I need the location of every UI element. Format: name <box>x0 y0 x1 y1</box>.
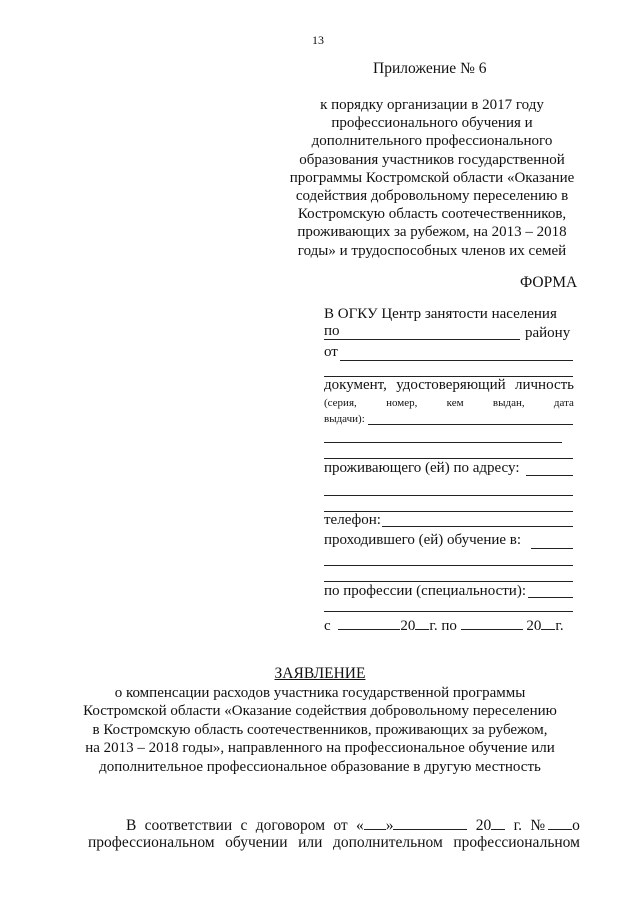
day-blank[interactable] <box>364 815 386 830</box>
issue-date-blank[interactable] <box>368 424 573 425</box>
period-row <box>324 615 574 635</box>
body-word: от <box>333 817 348 834</box>
document-word: документ, <box>324 377 387 393</box>
body-word: о <box>572 817 580 834</box>
from-blank[interactable] <box>340 360 573 361</box>
issue-date-text: выдачи): <box>324 413 365 425</box>
training-blank[interactable] <box>531 548 573 549</box>
statement-subtitle <box>60 684 580 776</box>
statement-line: в Костромскую область соотечественников, проживающих за рубежом, <box>92 721 548 738</box>
profession-blank[interactable] <box>528 597 573 598</box>
body-word: профессиональном <box>88 834 215 851</box>
hint-word: номер, <box>386 397 418 409</box>
training-blank-2[interactable] <box>324 565 573 566</box>
year-blank[interactable] <box>541 615 555 630</box>
annex-line: содействия добровольному переселению в <box>295 188 569 205</box>
year-suffix: г. <box>555 618 564 634</box>
phone-text: телефон: <box>324 512 381 528</box>
document-label <box>324 377 574 397</box>
body-word: или <box>298 834 323 851</box>
year-prefix: 20 <box>475 817 492 834</box>
number-sign: № <box>530 817 546 834</box>
annex-line: к порядку организации в 2017 году <box>320 97 544 113</box>
year-suffix: г. <box>513 817 523 834</box>
residence-blank[interactable] <box>526 475 573 476</box>
annex-line: Костромскую область соотечественников, <box>297 206 567 223</box>
year-blank[interactable] <box>415 615 429 630</box>
residence-blank-2[interactable] <box>324 495 573 496</box>
statement-line: о компенсации расходов участника государственной программы <box>114 685 526 701</box>
page-number: 13 <box>312 33 324 47</box>
year-prefix: 20 <box>526 618 542 634</box>
hint-word: выдан, <box>492 397 525 409</box>
phone-blank[interactable] <box>382 526 573 527</box>
period-end-blank[interactable] <box>461 615 523 630</box>
statement-line: Костромской области «Оказание содействия добровольному переселению <box>83 703 557 720</box>
to-center-text: В ОГКУ Центр занятости населения по <box>324 306 557 339</box>
annex-line: профессионального обучения и <box>331 115 533 132</box>
hint-word: дата <box>553 397 574 409</box>
year-suffix: г. по <box>429 618 457 634</box>
quote-open: « <box>355 817 364 834</box>
body-line-1 <box>126 815 580 835</box>
month-blank[interactable] <box>393 815 467 830</box>
contract-number <box>530 815 580 835</box>
annex-title: Приложение № 6 <box>373 60 487 77</box>
body-word: с <box>240 817 248 834</box>
document-hint <box>324 397 574 411</box>
statement-line: на 2013 – 2018 годы», направленного на профессиональное обучение или <box>85 740 555 757</box>
contract-year <box>476 815 506 835</box>
document-blank-3[interactable] <box>324 458 573 459</box>
body-word: В <box>126 817 137 834</box>
document-blank-2[interactable] <box>324 442 562 443</box>
body-word: договором <box>255 817 326 834</box>
body-word: дополнительном <box>332 834 443 851</box>
document-word: личность <box>514 377 574 393</box>
period-start-blank[interactable] <box>338 615 400 630</box>
annex-line: проживающих за рубежом, на 2013 – 2018 <box>297 224 567 241</box>
document-word: удостоверяющий <box>396 377 506 393</box>
annex-line: программы Костромской области «Оказание <box>289 169 575 186</box>
annex-description <box>280 96 584 260</box>
form-label: ФОРМА <box>520 274 578 291</box>
number-blank[interactable] <box>548 815 572 830</box>
profession-text: по профессии (специальности): <box>324 583 526 599</box>
annex-line: годы» и трудоспособных членов их семей <box>297 242 567 259</box>
training-text: проходившего (ей) обучение в: <box>324 532 522 548</box>
hint-word: (серия, <box>324 397 357 409</box>
body-line-2 <box>88 834 580 852</box>
body-word: обучении <box>225 834 288 851</box>
contract-date <box>356 815 468 835</box>
period-from-text: с <box>324 618 331 634</box>
quote-close: » <box>385 817 394 834</box>
training-blank-3[interactable] <box>324 581 573 582</box>
profession-blank-2[interactable] <box>324 611 573 612</box>
annex-line: дополнительного профессионального <box>311 133 553 150</box>
body-word: соответствии <box>144 817 233 834</box>
body-word: профессиональном <box>453 834 580 851</box>
statement-title: ЗАЯВЛЕНИЕ <box>274 665 366 682</box>
from-text: от <box>324 344 338 360</box>
district-text: району <box>525 325 571 341</box>
statement-line: дополнительное профессиональное образование в другую местность <box>99 758 541 775</box>
district-blank[interactable] <box>324 339 520 340</box>
addressee-form <box>324 306 574 636</box>
year-blank[interactable] <box>491 815 505 830</box>
hint-word: кем <box>446 397 464 409</box>
annex-line: образования участников государственной <box>299 151 565 168</box>
year-prefix: 20 <box>400 618 416 634</box>
residence-text: проживающего (ей) по адресу: <box>324 460 520 476</box>
